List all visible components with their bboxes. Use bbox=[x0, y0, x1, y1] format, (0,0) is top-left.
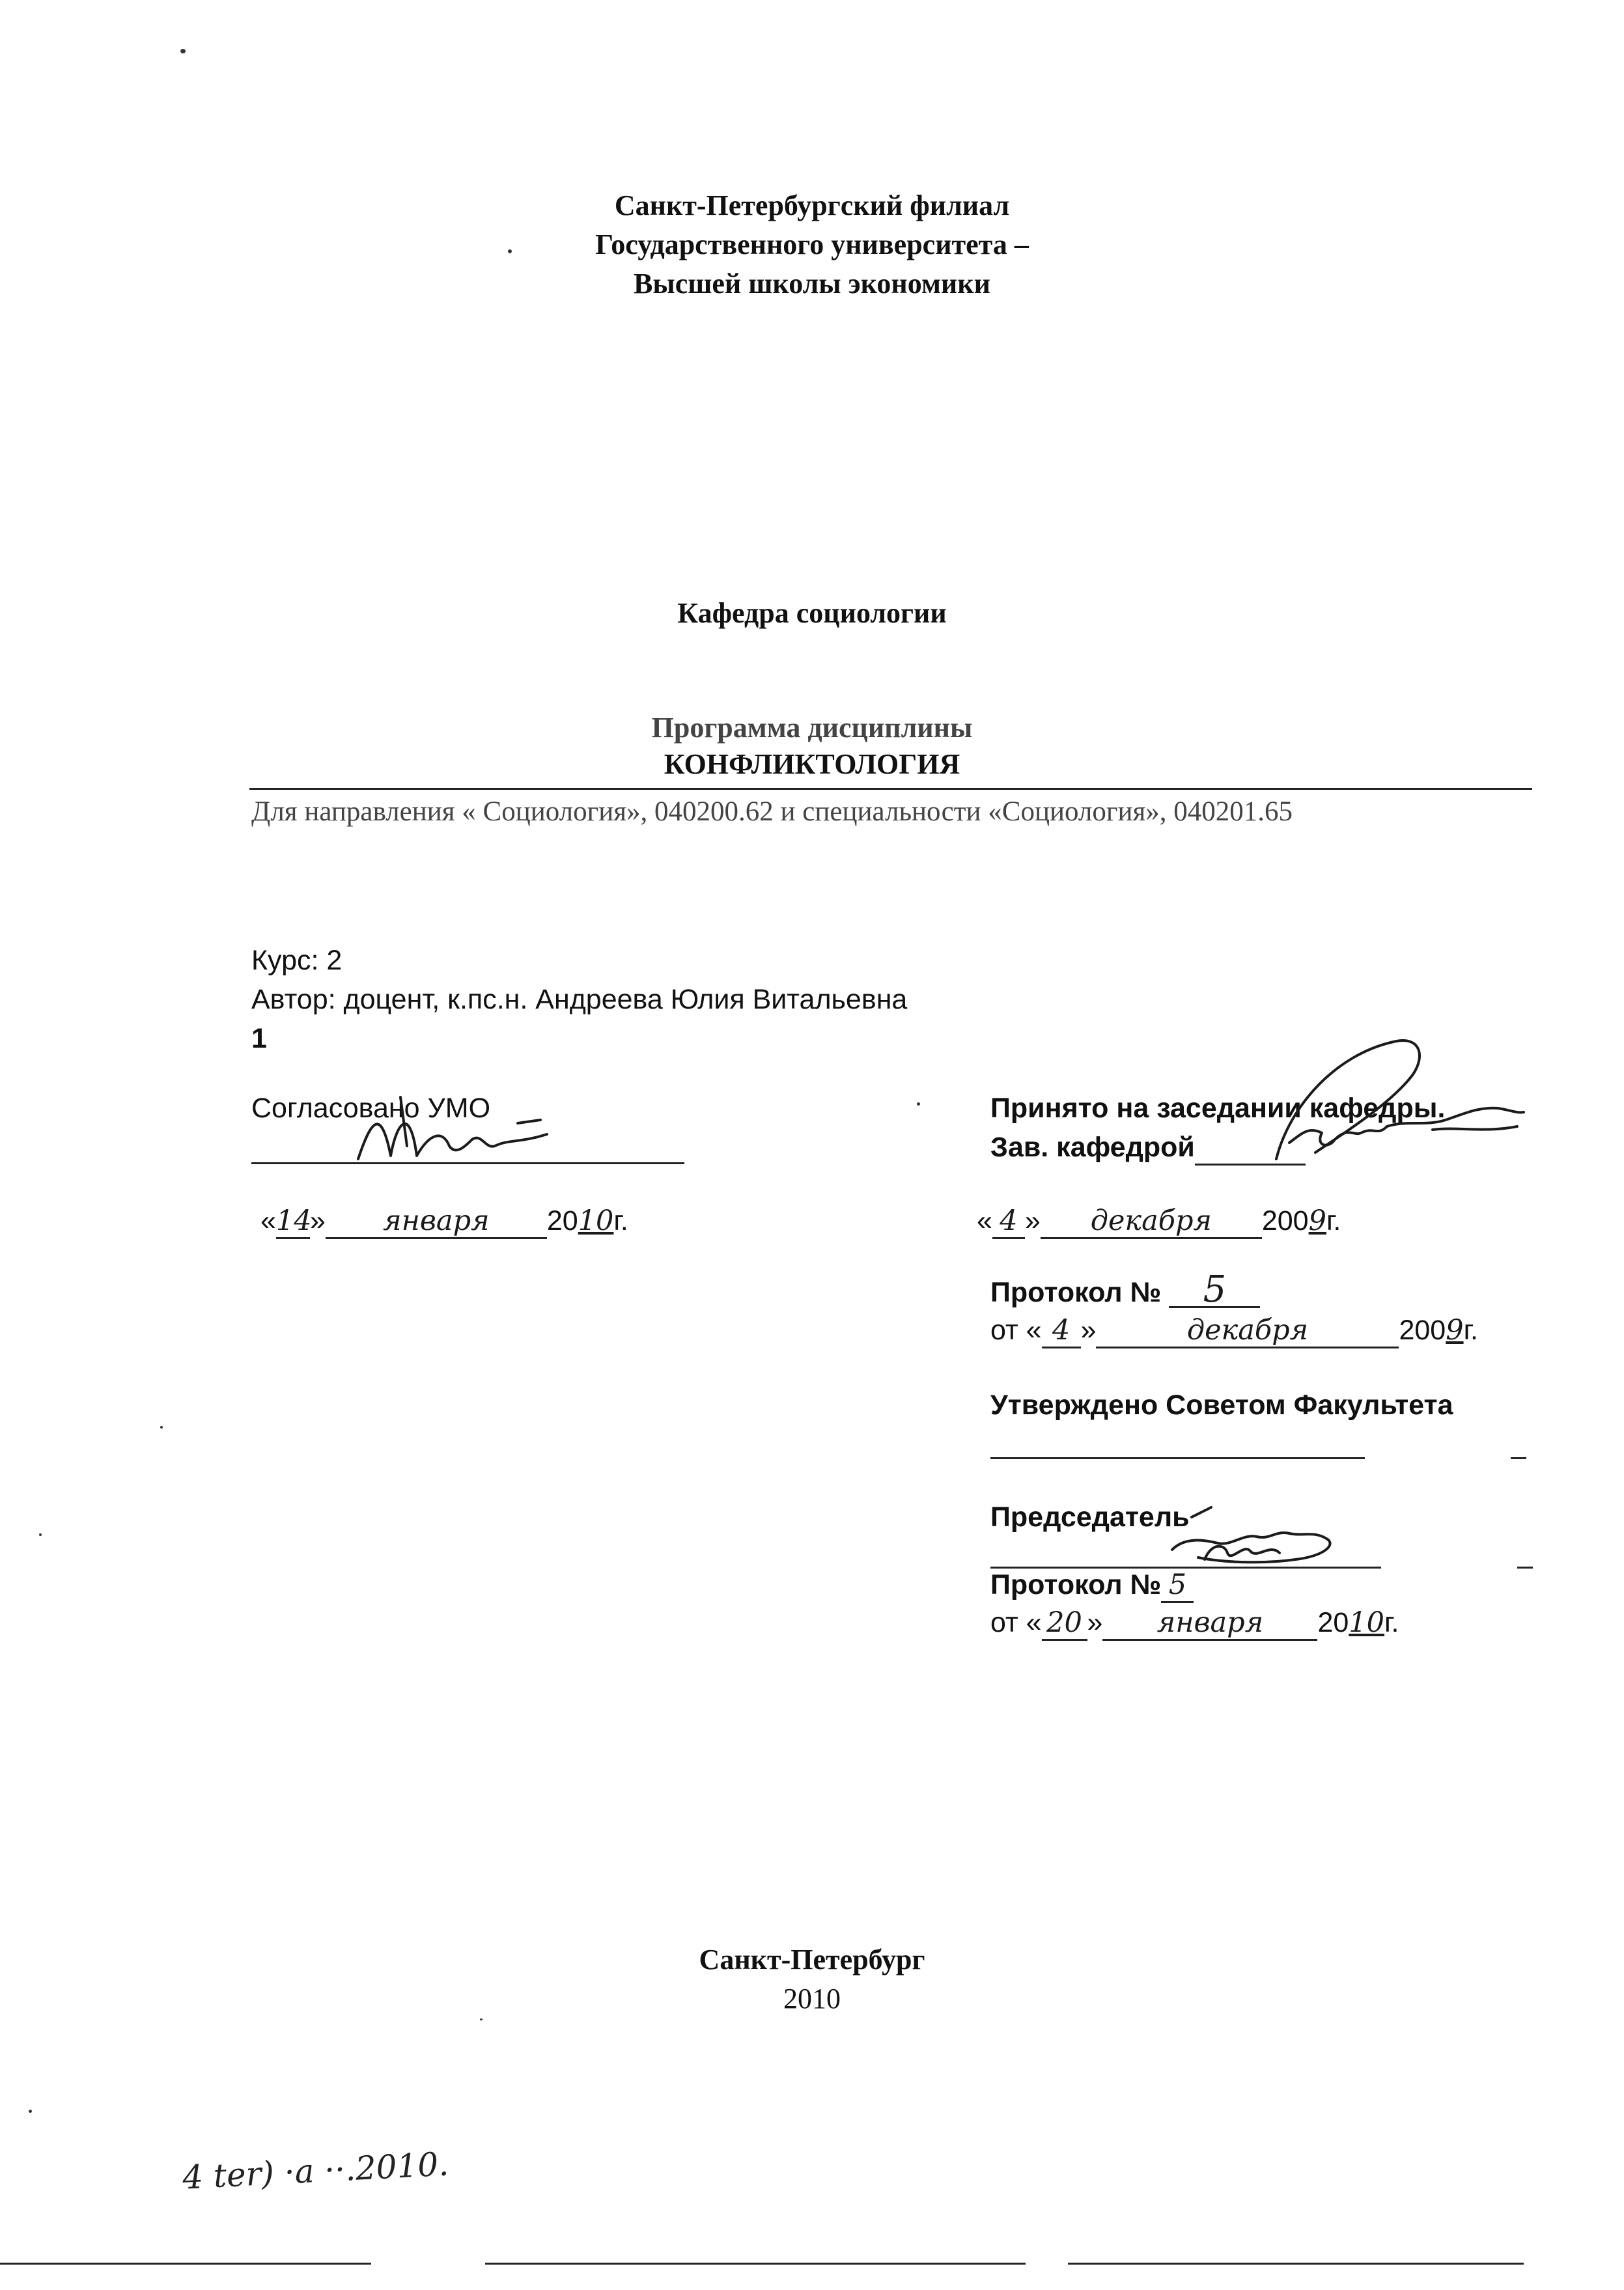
umo-date bbox=[260, 1201, 628, 1240]
protocol-1-year-suffix: 9 bbox=[1446, 1314, 1464, 1347]
scan-speck bbox=[39, 1533, 42, 1536]
dept-date-year-suffix: 9 bbox=[1308, 1205, 1326, 1237]
program-title: КОНФЛИКТОЛОГИЯ bbox=[664, 748, 960, 780]
protocol-2-year-end: г. bbox=[1384, 1607, 1399, 1638]
protocol-2-from: от « bbox=[990, 1607, 1042, 1638]
bottom-rule-2 bbox=[485, 2263, 1026, 2265]
protocol-2-label: Протокол № bbox=[990, 1569, 1162, 1600]
scan-speck bbox=[180, 49, 186, 53]
department-name: Кафедра социологии bbox=[677, 597, 947, 629]
footer-city: Санкт-Петербург bbox=[699, 1944, 925, 1976]
council-signature-line-end bbox=[1511, 1457, 1526, 1459]
faculty-council-approval: Утверждено Советом Факультета bbox=[990, 1389, 1453, 1421]
umo-date-day: 14 bbox=[276, 1205, 310, 1239]
umo-date-open: « bbox=[260, 1205, 276, 1236]
scan-speck bbox=[480, 2018, 483, 2020]
protocol-1-day: 4 bbox=[1042, 1314, 1081, 1348]
protocol-1-number: 5 bbox=[1169, 1274, 1260, 1308]
protocol-1 bbox=[990, 1268, 1260, 1312]
protocol-2-year-prefix: 20 bbox=[1317, 1607, 1349, 1638]
umo-date-month: января bbox=[326, 1205, 547, 1239]
umo-date-year-prefix: 20 bbox=[546, 1205, 578, 1236]
author-extra: 1 bbox=[251, 1023, 267, 1054]
department-acceptance: Принято на заседании кафедры. bbox=[990, 1093, 1446, 1124]
department-head-signature bbox=[1263, 1029, 1537, 1179]
protocol-2-number: 5 bbox=[1161, 1569, 1194, 1603]
department-date bbox=[977, 1201, 1341, 1240]
protocol-1-from: от « bbox=[990, 1315, 1042, 1346]
department-head-label bbox=[990, 1128, 1306, 1167]
protocol-1-date bbox=[990, 1311, 1478, 1350]
protocol-1-year-prefix: 200 bbox=[1399, 1315, 1446, 1346]
scan-speck bbox=[917, 1102, 920, 1106]
dept-date-year-prefix: 200 bbox=[1261, 1205, 1309, 1236]
dept-date-mid: » bbox=[1024, 1205, 1041, 1236]
protocol-2-date bbox=[990, 1603, 1399, 1642]
dept-date-month: декабря bbox=[1041, 1205, 1262, 1239]
umo-signature bbox=[352, 1094, 560, 1172]
scan-speck bbox=[29, 2110, 32, 2113]
protocol-1-mid: » bbox=[1080, 1315, 1097, 1346]
program-direction: Для направления « Социология», 040200.62 и специальности «Социология», 040201.65 bbox=[251, 796, 1293, 827]
chair-label: Председатель bbox=[990, 1501, 1190, 1533]
dept-date-year-end: г. bbox=[1326, 1205, 1341, 1236]
bottom-rule-3 bbox=[1068, 2263, 1524, 2265]
dept-date-open: « bbox=[977, 1205, 992, 1236]
head-label-text: Зав. кафедрой bbox=[990, 1132, 1195, 1163]
scan-speck bbox=[160, 1426, 163, 1429]
protocol-2-day: 20 bbox=[1042, 1606, 1087, 1641]
chair-signature-line-end bbox=[1517, 1567, 1533, 1569]
umo-date-year-end: г. bbox=[613, 1205, 628, 1236]
protocol-2-month: января bbox=[1102, 1606, 1317, 1641]
institution-header bbox=[0, 186, 1624, 303]
protocol-2-mid: » bbox=[1087, 1607, 1103, 1638]
bottom-rule-1 bbox=[0, 2263, 371, 2265]
council-signature-line bbox=[990, 1457, 1365, 1459]
footer-year: 2010 bbox=[783, 1983, 841, 2015]
umo-approval-label: Согласовано УМО bbox=[251, 1093, 491, 1124]
protocol-1-year-end: г. bbox=[1463, 1315, 1478, 1346]
title-rule bbox=[249, 788, 1532, 790]
institution-line-2: Государственного университета – bbox=[595, 229, 1029, 260]
umo-date-year-suffix: 10 bbox=[578, 1205, 614, 1237]
course-info bbox=[251, 941, 907, 1058]
protocol-1-month: декабря bbox=[1096, 1314, 1399, 1348]
dept-date-day: 4 bbox=[992, 1205, 1025, 1239]
institution-line-3: Высшей школы экономики bbox=[634, 268, 990, 300]
protocol-2 bbox=[990, 1565, 1194, 1604]
umo-date-mid: » bbox=[309, 1205, 326, 1236]
author-line: Автор: доцент, к.пс.н. Андреева Юлия Витальевна bbox=[251, 984, 908, 1015]
protocol-2-year-suffix: 10 bbox=[1349, 1606, 1385, 1639]
protocol-1-label: Протокол № bbox=[990, 1277, 1162, 1308]
course-number: Курс: 2 bbox=[251, 945, 343, 976]
handwritten-note: 4 ter) ·а ··.2010. bbox=[181, 2145, 450, 2197]
institution-line-1: Санкт-Петербургский филиал bbox=[614, 189, 1010, 221]
program-label: Программа дисциплины bbox=[651, 712, 973, 744]
